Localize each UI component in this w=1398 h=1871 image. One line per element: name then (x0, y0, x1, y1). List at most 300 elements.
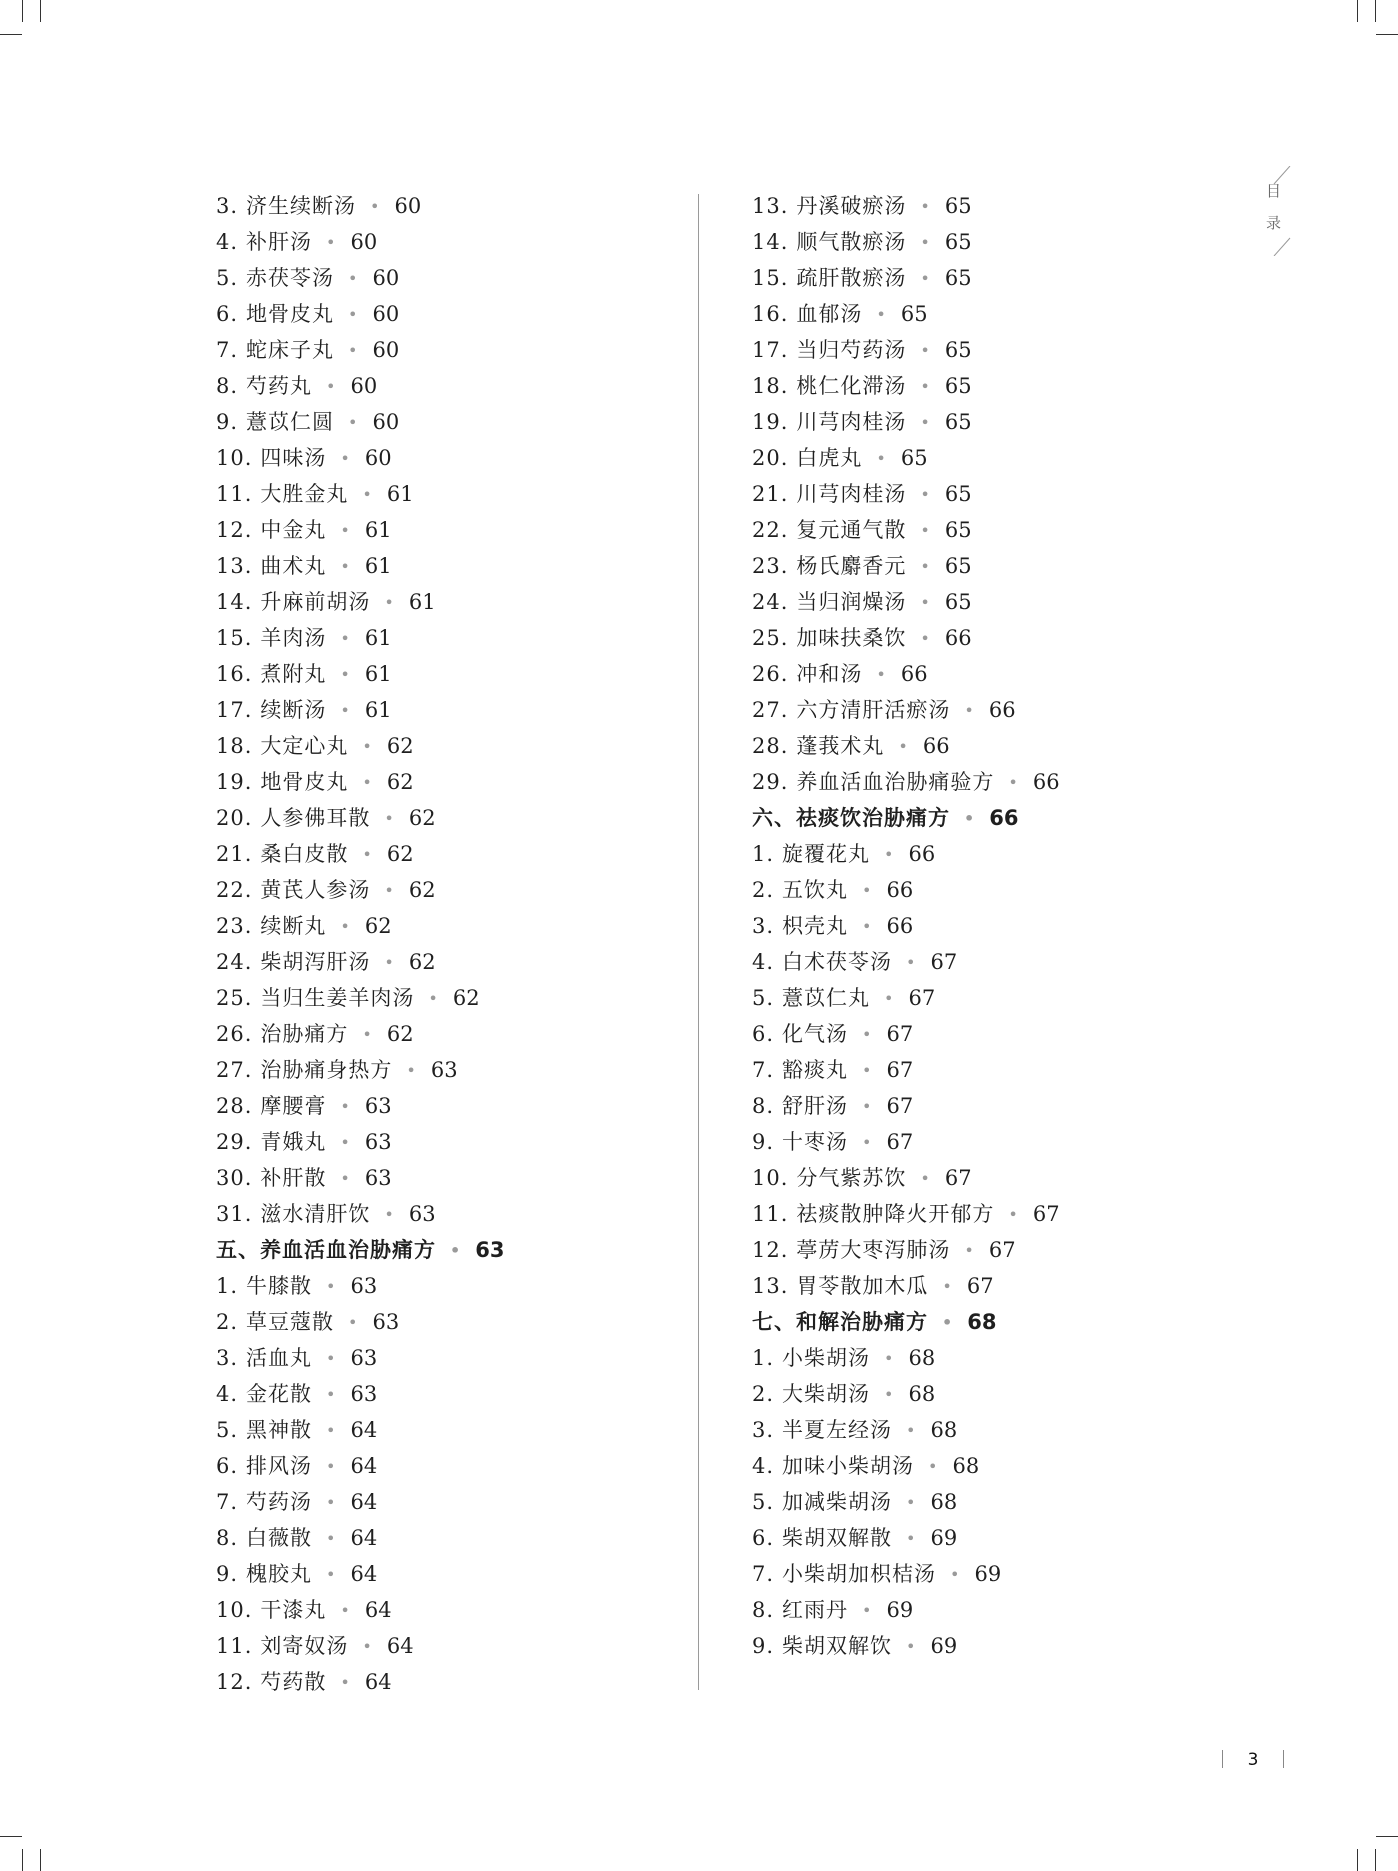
leader-dot-icon: • (326, 1565, 337, 1584)
toc-entry-page: 61 (408, 590, 436, 614)
toc-entry-title: 四味汤 (260, 446, 327, 470)
leader-dot-icon: • (906, 1493, 917, 1512)
toc-entry-title: 白虎丸 (796, 446, 863, 470)
toc-entry-page: 63 (408, 1202, 436, 1226)
leader-dot-icon: • (920, 197, 931, 216)
toc-right-column (752, 188, 1312, 1664)
toc-entry-page: 67 (1032, 1202, 1060, 1226)
toc-entry (752, 1016, 1312, 1052)
toc-entry-page: 64 (350, 1454, 378, 1478)
leader-dot-icon: • (920, 629, 931, 648)
toc-entry (216, 584, 686, 620)
toc-entry-title: 分气紫苏饮 (796, 1166, 907, 1190)
toc-entry (216, 620, 686, 656)
toc-entry-title: 五、养血活血治胁痛方 (216, 1238, 436, 1262)
toc-entry (752, 980, 1312, 1016)
toc-entry-page: 65 (900, 446, 928, 470)
toc-entry-page: 65 (900, 302, 928, 326)
leader-dot-icon: • (898, 737, 909, 756)
toc-entry (752, 1520, 1312, 1556)
toc-entry (752, 908, 1312, 944)
toc-entry-title: 六方清肝活瘀汤 (796, 698, 951, 722)
leader-dot-icon: • (348, 341, 359, 360)
leader-dot-icon: • (942, 1277, 953, 1296)
toc-entry-page: 67 (908, 986, 936, 1010)
toc-section-heading (216, 1232, 686, 1268)
toc-entry (216, 908, 686, 944)
toc-entry-title: 治胁痛身热方 (260, 1058, 393, 1082)
toc-entry-number: 9. (216, 1562, 239, 1586)
leader-dot-icon: • (340, 917, 351, 936)
toc-entry-title: 化气汤 (782, 1022, 849, 1046)
column-divider (698, 194, 699, 1690)
leader-dot-icon: • (884, 989, 895, 1008)
toc-entry-page: 67 (930, 950, 958, 974)
toc-entry-number: 13. (752, 1274, 789, 1298)
toc-entry-title: 刘寄奴汤 (260, 1634, 349, 1658)
toc-entry-page: 69 (974, 1562, 1002, 1586)
toc-entry-page: 65 (944, 518, 972, 542)
toc-entry-page: 61 (364, 626, 392, 650)
toc-entry (216, 800, 686, 836)
toc-entry-title: 排风汤 (246, 1454, 313, 1478)
toc-entry-title: 治胁痛方 (260, 1022, 349, 1046)
leader-dot-icon: • (862, 1025, 873, 1044)
leader-dot-icon: • (340, 1133, 351, 1152)
toc-entry-number: 4. (752, 1454, 775, 1478)
toc-entry-page: 69 (930, 1634, 958, 1658)
leader-dot-icon: • (362, 845, 373, 864)
toc-entry-page: 62 (386, 734, 414, 758)
toc-entry-title: 豁痰丸 (782, 1058, 849, 1082)
toc-entry-page: 65 (944, 554, 972, 578)
toc-entry-number: 5. (752, 1490, 775, 1514)
toc-entry-title: 枳壳丸 (782, 914, 849, 938)
leader-dot-icon: • (920, 413, 931, 432)
leader-dot-icon: • (406, 1061, 417, 1080)
toc-entry-page: 61 (364, 662, 392, 686)
toc-entry-page: 68 (930, 1418, 958, 1442)
toc-entry-title: 白薇散 (246, 1526, 313, 1550)
toc-entry-title: 胃苓散加木瓜 (796, 1274, 929, 1298)
toc-entry-number: 1. (752, 1346, 775, 1370)
leader-dot-icon: • (326, 1349, 337, 1368)
toc-entry-page: 60 (350, 230, 378, 254)
toc-entry-page: 65 (944, 482, 972, 506)
leader-dot-icon: • (862, 1061, 873, 1080)
leader-dot-icon: • (384, 881, 395, 900)
toc-entry-number: 27. (216, 1058, 253, 1082)
leader-dot-icon: • (428, 989, 439, 1008)
toc-entry (216, 296, 686, 332)
toc-entry-page: 62 (452, 986, 480, 1010)
toc-entry (752, 1268, 1312, 1304)
toc-entry-number: 6. (752, 1526, 775, 1550)
toc-entry-number: 20. (216, 806, 253, 830)
leader-dot-icon: • (326, 1493, 337, 1512)
toc-entry-title: 桃仁化滞汤 (796, 374, 907, 398)
leader-dot-icon: • (340, 1097, 351, 1116)
toc-entry-title: 黑神散 (246, 1418, 313, 1442)
toc-entry-number: 3. (752, 1418, 775, 1442)
leader-dot-icon: • (362, 485, 373, 504)
toc-entry-number: 31. (216, 1202, 253, 1226)
toc-entry (752, 368, 1312, 404)
toc-entry-number: 13. (216, 554, 253, 578)
toc-entry-number: 9. (216, 410, 239, 434)
toc-entry-page: 67 (886, 1022, 914, 1046)
toc-left-column (216, 188, 686, 1700)
toc-entry-title: 十枣汤 (782, 1130, 849, 1154)
toc-entry-title: 五饮丸 (782, 878, 849, 902)
leader-dot-icon: • (362, 1025, 373, 1044)
toc-entry-page: 63 (350, 1346, 378, 1370)
toc-entry-title: 赤茯苓汤 (246, 266, 335, 290)
toc-entry-page: 63 (350, 1274, 378, 1298)
leader-dot-icon: • (920, 233, 931, 252)
toc-entry-title: 续断汤 (260, 698, 327, 722)
toc-entry-page: 60 (372, 338, 400, 362)
toc-entry (752, 188, 1312, 224)
toc-entry-title: 地骨皮丸 (260, 770, 349, 794)
leader-dot-icon: • (862, 1133, 873, 1152)
toc-entry-number: 22. (216, 878, 253, 902)
toc-entry-page: 63 (372, 1310, 400, 1334)
toc-entry-page: 65 (944, 410, 972, 434)
toc-entry-number: 18. (216, 734, 253, 758)
toc-entry-page: 62 (386, 1022, 414, 1046)
leader-dot-icon: • (384, 809, 395, 828)
toc-entry (216, 1448, 686, 1484)
toc-entry (752, 1628, 1312, 1664)
toc-entry-page: 66 (908, 842, 936, 866)
leader-dot-icon: • (862, 1601, 873, 1620)
toc-entry-page: 60 (372, 266, 400, 290)
toc-entry-number: 12. (216, 518, 253, 542)
toc-entry-page: 62 (386, 842, 414, 866)
toc-entry (752, 440, 1312, 476)
toc-entry-number: 28. (216, 1094, 253, 1118)
toc-entry (216, 944, 686, 980)
toc-entry-page: 64 (350, 1490, 378, 1514)
toc-entry (752, 1088, 1312, 1124)
leader-dot-icon: • (950, 1565, 961, 1584)
toc-entry-title: 干漆丸 (260, 1598, 327, 1622)
leader-dot-icon: • (362, 1637, 373, 1656)
toc-entry-page: 66 (1032, 770, 1060, 794)
toc-entry-title: 牛膝散 (246, 1274, 313, 1298)
toc-entry-number: 23. (216, 914, 253, 938)
toc-entry (216, 440, 686, 476)
toc-entry-number: 28. (752, 734, 789, 758)
toc-entry (752, 476, 1312, 512)
toc-entry-number: 23. (752, 554, 789, 578)
toc-entry-page: 65 (944, 374, 972, 398)
leader-dot-icon: • (326, 1421, 337, 1440)
toc-entry-title: 人参佛耳散 (260, 806, 371, 830)
toc-entry-number: 24. (752, 590, 789, 614)
toc-entry (752, 404, 1312, 440)
leader-dot-icon: • (920, 557, 931, 576)
leader-dot-icon: • (326, 1385, 337, 1404)
toc-entry-page: 62 (408, 806, 436, 830)
toc-entry (752, 584, 1312, 620)
toc-entry (216, 692, 686, 728)
toc-entry-title: 加减柴胡汤 (782, 1490, 893, 1514)
toc-entry-title: 小柴胡加枳桔汤 (782, 1562, 937, 1586)
toc-entry (752, 1556, 1312, 1592)
toc-entry-title: 大柴胡汤 (782, 1382, 871, 1406)
toc-entry-title: 芍药散 (260, 1670, 327, 1694)
toc-entry-title: 济生续断汤 (246, 194, 357, 218)
leader-dot-icon: • (862, 917, 873, 936)
toc-entry (216, 512, 686, 548)
toc-entry (216, 764, 686, 800)
leader-dot-icon: • (920, 269, 931, 288)
toc-entry-page: 62 (386, 770, 414, 794)
toc-entry-page: 64 (364, 1670, 392, 1694)
toc-entry-page: 60 (372, 302, 400, 326)
toc-entry-number: 24. (216, 950, 253, 974)
toc-entry-number: 5. (752, 986, 775, 1010)
toc-entry-number: 2. (752, 1382, 775, 1406)
toc-entry (216, 1520, 686, 1556)
toc-entry (216, 1268, 686, 1304)
toc-entry (752, 692, 1312, 728)
toc-entry-page: 65 (944, 338, 972, 362)
leader-dot-icon: • (348, 413, 359, 432)
toc-entry-number: 11. (752, 1202, 789, 1226)
toc-entry-title: 川芎肉桂汤 (796, 482, 907, 506)
toc-entry-page: 60 (372, 410, 400, 434)
toc-entry-number: 16. (752, 302, 789, 326)
toc-entry-number: 30. (216, 1166, 253, 1190)
leader-dot-icon: • (884, 1385, 895, 1404)
toc-entry-page: 65 (944, 266, 972, 290)
toc-entry-page: 67 (966, 1274, 994, 1298)
toc-entry (216, 1016, 686, 1052)
leader-dot-icon: • (348, 269, 359, 288)
toc-entry (752, 1484, 1312, 1520)
leader-dot-icon: • (884, 1349, 895, 1368)
toc-entry-number: 8. (752, 1598, 775, 1622)
leader-dot-icon: • (920, 485, 931, 504)
toc-entry-title: 大胜金丸 (260, 482, 349, 506)
toc-entry (752, 1340, 1312, 1376)
toc-entry-number: 10. (216, 446, 253, 470)
toc-entry-title: 丹溪破瘀汤 (796, 194, 907, 218)
toc-entry-title: 当归生姜羊肉汤 (260, 986, 415, 1010)
toc-entry (216, 1412, 686, 1448)
toc-entry-title: 加味扶桑饮 (796, 626, 907, 650)
toc-entry (752, 1448, 1312, 1484)
toc-entry (216, 476, 686, 512)
toc-entry-number: 14. (752, 230, 789, 254)
toc-entry-page: 61 (386, 482, 414, 506)
toc-entry-page: 68 (952, 1454, 980, 1478)
toc-entry-page: 68 (930, 1490, 958, 1514)
toc-entry-page: 60 (394, 194, 422, 218)
toc-entry (752, 764, 1312, 800)
toc-entry (216, 1664, 686, 1700)
toc-entry (752, 1412, 1312, 1448)
toc-entry-page: 63 (364, 1094, 392, 1118)
toc-entry-title: 补肝汤 (246, 230, 313, 254)
toc-entry-title: 黄芪人参汤 (260, 878, 371, 902)
toc-entry-number: 5. (216, 1418, 239, 1442)
toc-entry-title: 蓬莪术丸 (796, 734, 885, 758)
toc-entry-number: 17. (216, 698, 253, 722)
toc-entry-number: 26. (752, 662, 789, 686)
leader-dot-icon: • (370, 197, 381, 216)
toc-entry-number: 20. (752, 446, 789, 470)
toc-entry-title: 祛痰散肿降火开郁方 (796, 1202, 995, 1226)
leader-dot-icon: • (362, 773, 373, 792)
toc-entry-title: 薏苡仁圆 (246, 410, 335, 434)
toc-entry (752, 1160, 1312, 1196)
toc-entry-page: 62 (364, 914, 392, 938)
toc-entry-title: 金花散 (246, 1382, 313, 1406)
leader-dot-icon: • (348, 1313, 359, 1332)
toc-entry-number: 7. (752, 1562, 775, 1586)
toc-entry-title: 红雨丹 (782, 1598, 849, 1622)
toc-entry-number: 27. (752, 698, 789, 722)
toc-entry (216, 224, 686, 260)
toc-entry (216, 1196, 686, 1232)
toc-section-heading (752, 800, 1312, 836)
toc-entry-page: 64 (350, 1562, 378, 1586)
toc-entry-number: 7. (216, 1490, 239, 1514)
toc-entry-page: 63 (475, 1238, 505, 1262)
toc-entry-number: 10. (752, 1166, 789, 1190)
toc-entry-page: 67 (886, 1094, 914, 1118)
toc-entry (216, 872, 686, 908)
toc-entry (752, 296, 1312, 332)
toc-entry-title: 川芎肉桂汤 (796, 410, 907, 434)
toc-entry-number: 29. (216, 1130, 253, 1154)
leader-dot-icon: • (906, 1637, 917, 1656)
toc-entry-number: 19. (216, 770, 253, 794)
toc-entry-number: 11. (216, 482, 253, 506)
leader-dot-icon: • (326, 233, 337, 252)
leader-dot-icon: • (906, 1529, 917, 1548)
leader-dot-icon: • (384, 1205, 395, 1224)
toc-entry-title: 舒肝汤 (782, 1094, 849, 1118)
toc-entry-page: 65 (944, 194, 972, 218)
toc-entry (216, 1376, 686, 1412)
toc-entry-title: 桑白皮散 (260, 842, 349, 866)
toc-entry-title: 滋水清肝饮 (260, 1202, 371, 1226)
toc-entry-page: 68 (908, 1346, 936, 1370)
toc-entry-title: 薏苡仁丸 (782, 986, 871, 1010)
leader-dot-icon: • (964, 701, 975, 720)
leader-dot-icon: • (920, 521, 931, 540)
leader-dot-icon: • (326, 377, 337, 396)
leader-dot-icon: • (326, 1277, 337, 1296)
toc-entry-title: 半夏左经汤 (782, 1418, 893, 1442)
toc-entry-number: 3. (216, 194, 239, 218)
toc-entry-number: 8. (752, 1094, 775, 1118)
toc-entry-page: 60 (350, 374, 378, 398)
toc-entry-page: 64 (350, 1526, 378, 1550)
toc-entry-number: 21. (752, 482, 789, 506)
toc-entry-number: 4. (216, 230, 239, 254)
toc-entry-page: 66 (944, 626, 972, 650)
toc-entry-number: 2. (216, 1310, 239, 1334)
toc-entry (752, 1232, 1312, 1268)
toc-entry-number: 25. (752, 626, 789, 650)
toc-entry (216, 1124, 686, 1160)
leader-dot-icon: • (964, 809, 976, 828)
toc-entry-number: 8. (216, 374, 239, 398)
toc-entry-title: 冲和汤 (796, 662, 863, 686)
toc-entry-page: 65 (944, 230, 972, 254)
toc-entry-title: 七、和解治胁痛方 (752, 1310, 928, 1334)
toc-entry (216, 1160, 686, 1196)
leader-dot-icon: • (906, 953, 917, 972)
leader-dot-icon: • (906, 1421, 917, 1440)
toc-entry-title: 大定心丸 (260, 734, 349, 758)
toc-entry (752, 548, 1312, 584)
toc-entry-number: 25. (216, 986, 253, 1010)
toc-entry-page: 64 (364, 1598, 392, 1622)
toc-entry-title: 煮附丸 (260, 662, 327, 686)
leader-dot-icon: • (920, 377, 931, 396)
leader-dot-icon: • (340, 629, 351, 648)
toc-entry-title: 柴胡双解饮 (782, 1634, 893, 1658)
toc-entry-page: 62 (408, 950, 436, 974)
toc-entry-number: 4. (216, 1382, 239, 1406)
toc-entry-number: 7. (752, 1058, 775, 1082)
toc-entry-number: 1. (752, 842, 775, 866)
toc-entry-page: 68 (967, 1310, 997, 1334)
page-number-box (1222, 1748, 1284, 1772)
toc-entry-page: 61 (364, 518, 392, 542)
toc-entry-number: 17. (752, 338, 789, 362)
leader-dot-icon: • (384, 953, 395, 972)
toc-entry-title: 葶苈大枣泻肺汤 (796, 1238, 951, 1262)
toc-section-heading (752, 1304, 1312, 1340)
toc-entry-title: 升麻前胡汤 (260, 590, 371, 614)
toc-entry-title: 蛇床子丸 (246, 338, 335, 362)
toc-entry (752, 1124, 1312, 1160)
toc-entry-page: 67 (886, 1130, 914, 1154)
toc-entry (216, 1052, 686, 1088)
page-number: 3 (1247, 1750, 1259, 1770)
toc-entry (216, 1304, 686, 1340)
toc-entry-number: 1. (216, 1274, 239, 1298)
toc-entry-title: 顺气散瘀汤 (796, 230, 907, 254)
toc-entry (216, 404, 686, 440)
toc-entry-number: 13. (752, 194, 789, 218)
leader-dot-icon: • (920, 341, 931, 360)
leader-dot-icon: • (340, 521, 351, 540)
toc-entry-title: 复元通气散 (796, 518, 907, 542)
leader-dot-icon: • (876, 449, 887, 468)
toc-entry-number: 29. (752, 770, 789, 794)
toc-entry-page: 66 (886, 878, 914, 902)
toc-entry-page: 69 (886, 1598, 914, 1622)
toc-entry-title: 养血活血治胁痛验方 (796, 770, 995, 794)
toc-entry (216, 656, 686, 692)
toc-entry-page: 63 (364, 1166, 392, 1190)
toc-entry-page: 67 (944, 1166, 972, 1190)
toc-entry (752, 836, 1312, 872)
toc-entry-number: 2. (752, 878, 775, 902)
toc-entry-title: 芍药丸 (246, 374, 313, 398)
toc-entry-number: 15. (216, 626, 253, 650)
leader-dot-icon: • (1008, 1205, 1019, 1224)
